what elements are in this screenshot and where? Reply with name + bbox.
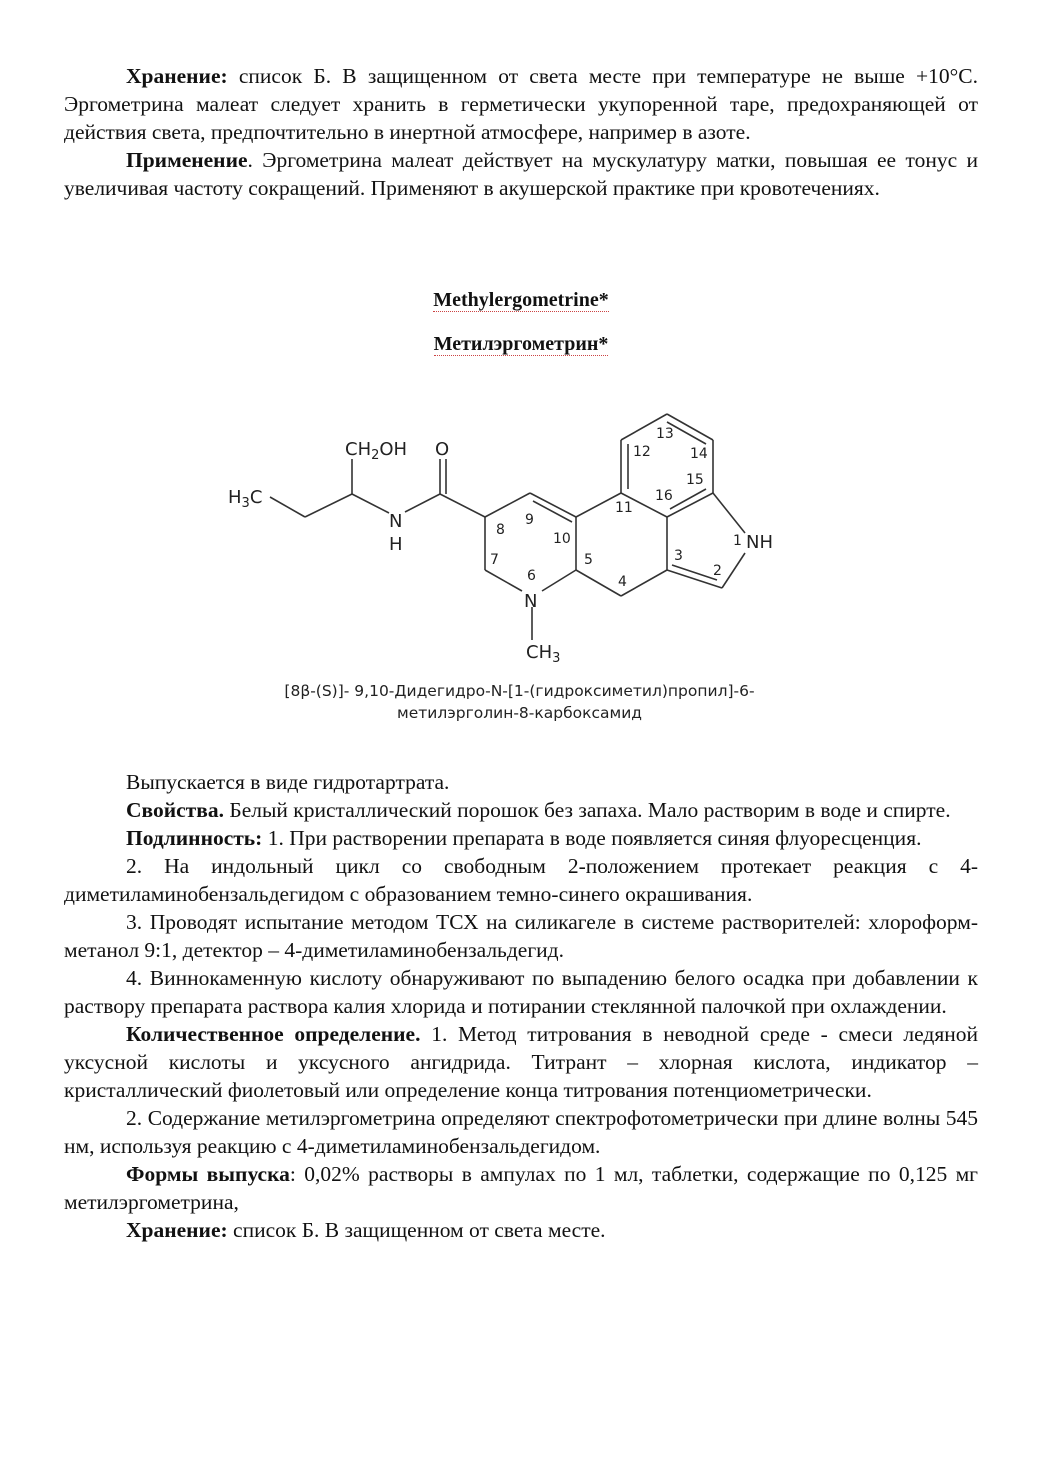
properties-label: Свойства.: [126, 798, 224, 822]
chemical-name: [0, 680, 1039, 724]
identity-paragraph-1: [64, 824, 978, 852]
label-ch2oh: $CH_2OH$: [345, 439, 408, 463]
num-3: 3: [674, 548, 683, 564]
storage-label-2: Хранение:: [126, 1218, 228, 1242]
application-text: . Эргометрина малеат действует на мускулатуру матки, повышая ее тонус и увеличивая частоту сокращений. Применяют в акушерской практике при кровотечениях.: [64, 148, 978, 200]
quantitative-paragraph-1: [64, 1020, 978, 1104]
forms-text: : 0,02% растворы в ампулах по 1 мл, таблетки, содержащие по 0,125 мг метилэргометрина,: [64, 1162, 978, 1214]
identity-item-3: 3. Проводят испытание методом ТСХ на силикагеле в системе растворителей: хлороформ-метанол 9:1, детектор – 4-диметиламинобензальдегид.: [64, 910, 978, 962]
application-label: Применение: [126, 148, 248, 172]
num-6: 6: [527, 568, 536, 584]
title-russian: Метилэргометрин*: [433, 333, 609, 355]
atom-numbers: [490, 426, 742, 590]
quantitative-item-2: 2. Содержание метилэргометрина определяют спектрофотометрически при длине волны 545 нм, используя реакцию с 4-диметиламинобензальдегидом.: [64, 1106, 978, 1158]
label-carbonyl-o: O: [435, 439, 450, 460]
label-amide-n: N: [389, 511, 403, 532]
structural-formula: [0, 410, 1039, 680]
num-7: 7: [490, 552, 499, 568]
num-15: 15: [686, 472, 704, 488]
chemical-name-line2: метилэрголин-8-карбоксамид: [397, 704, 642, 722]
released-paragraph: Выпускается в виде гидротартрата.: [126, 770, 450, 794]
storage-label: Хранение:: [126, 64, 228, 88]
properties-text: Белый кристаллический порошок без запаха. Мало растворим в воде и спирте.: [223, 798, 951, 822]
application-paragraph: [64, 146, 978, 202]
label-amide-h: H: [389, 534, 403, 555]
label-nh: NH: [746, 532, 773, 553]
forms-label: Формы выпуска: [126, 1162, 290, 1186]
num-13: 13: [656, 426, 674, 442]
top-section: [64, 62, 978, 356]
properties-paragraph: [64, 796, 978, 824]
label-ch3: $CH_3$: [526, 642, 561, 666]
num-9: 9: [525, 512, 534, 528]
identity-item-4: 4. Виннокаменную кислоту обнаруживают по выпадению белого осадка при добавлении к раствору препарата раствора калия хлорида и потирании стеклянной палочкой при охлаждении.: [64, 966, 978, 1018]
num-16: 16: [655, 488, 673, 504]
label-h3c: $H_3C$: [228, 487, 263, 511]
drug-titles: [64, 290, 978, 356]
num-2: 2: [713, 563, 722, 579]
num-12: 12: [633, 444, 651, 460]
label-ring-n: N: [524, 591, 538, 612]
quantitative-item-1: 1. Метод титрования в неводной среде - смеси ледяной уксусной кислоты и уксусного ангидрида. Титрант – хлорная кислота, индикатор – кристаллический фиолетовый или определение конца титрования потенциометрически.: [64, 1022, 979, 1102]
storage-paragraph: [64, 62, 978, 146]
quantitative-label: Количественное определение.: [126, 1022, 421, 1046]
num-8: 8: [496, 522, 505, 538]
storage-text-2: список Б. В защищенном от света месте.: [227, 1218, 606, 1242]
forms-paragraph: [64, 1160, 978, 1216]
bottom-section: [64, 768, 978, 1244]
num-11: 11: [615, 500, 633, 516]
identity-item-1: 1. При растворении препарата в воде появляется синяя флуоресценция.: [262, 826, 922, 850]
storage-text: список Б. В защищенном от света месте при температуре не выше +10°С. Эргометрина малеат следует хранить в герметически укупоренной таре, предохраняющей от действия света, предпочтительно в инертной атмосфере, например в азоте.: [64, 64, 978, 144]
num-5: 5: [584, 552, 593, 568]
chemical-name-line1: [8β-(S)]- 9,10-Дидегидро-N-[1-(гидроксиметил)пропил]-6-: [284, 682, 755, 700]
num-14: 14: [690, 446, 708, 462]
num-10: 10: [553, 531, 571, 547]
storage-paragraph-2: [64, 1216, 978, 1244]
identity-item-2: 2. На индольный цикл со свободным 2-положением протекает реакция с 4-диметиламинобензальдегидом с образованием темно-синего окрашивания.: [64, 854, 978, 906]
title-latin: Methylergometrine*: [433, 289, 609, 311]
identity-label: Подлинность:: [126, 826, 263, 850]
num-1: 1: [733, 533, 742, 549]
num-4: 4: [618, 574, 627, 590]
